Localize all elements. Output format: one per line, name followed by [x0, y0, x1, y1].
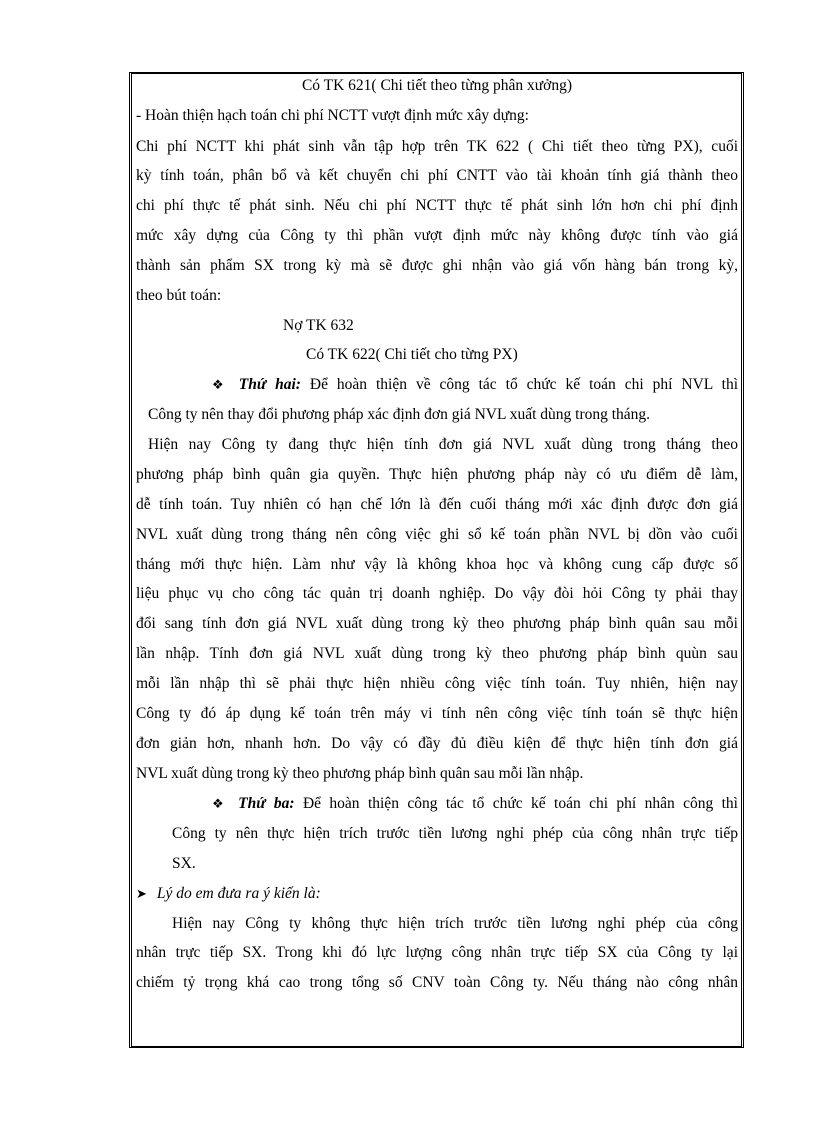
text-line: mỗi lần nhập thì sẽ phải thực hiện nhiều công việc tính toán. Tuy nhiên, hiện nay	[136, 675, 738, 692]
point-label: Thứ ba:	[238, 795, 295, 812]
text-line: lần nhập. Tính đơn giá NVL xuất dùng trong kỳ theo phương pháp bình quùn sau	[136, 645, 738, 662]
text-line: SX.	[172, 855, 196, 872]
text-line: Công ty nên thay đổi phương pháp xác định đơn giá NVL xuất dùng trong tháng.	[148, 406, 651, 423]
point-label: Thứ hai:	[238, 376, 301, 393]
point-two-heading	[212, 375, 738, 395]
text-line: chi phí thực tế phát sinh. Nếu chi phí NCTT thực tế phát sinh lớn hơn chi phí định	[136, 197, 738, 214]
text-line: Chi phí NCTT khi phát sinh vẫn tập hợp trên TK 622 ( Chi tiết theo từng PX), cuối	[136, 138, 738, 155]
text-line: NVL xuất dùng trong kỳ theo phương pháp bình quân sau mỗi lần nhập.	[136, 765, 584, 782]
text-line: Có TK 621( Chi tiết theo từng phân xưởng)	[301, 77, 573, 94]
arrow-bullet-icon: ➤	[136, 886, 147, 901]
text-line: NVL xuất dùng trong tháng nên công việc ghi sổ kế toán phần NVL bị dồn vào cuối	[136, 526, 738, 543]
journal-entry-debit: Nợ TK 632	[283, 317, 354, 334]
text-line: Công ty nên thực hiện trích trước tiền lương nghỉ phép của công nhân trực tiếp	[172, 825, 738, 842]
text-line: theo bút toán:	[136, 287, 222, 304]
diamond-bullet-icon: ❖	[212, 796, 229, 811]
text-line: chiếm tỷ trọng khá cao trong tổng số CNV toàn Công ty. Nếu tháng nào công nhân	[136, 974, 738, 991]
journal-entry-credit: Có TK 622( Chi tiết cho từng PX)	[306, 346, 518, 363]
point-text: Để hoàn thiện về công tác tổ chức kế toán chi phí NVL thì	[300, 376, 738, 393]
text-line: tháng mới thực hiện. Làm như vậy là không khoa học và không cung cấp được số	[136, 556, 738, 573]
text-line: đơn giản hơn, nhanh hơn. Do vậy có đầy đủ điều kiện để thực hiện tính đơn giá	[136, 735, 738, 752]
reason-heading	[136, 884, 738, 904]
text-line: Công ty đó áp dụng kế toán trên máy vi tính nên công việc tính toán sẽ thực hiện	[136, 705, 738, 722]
text-line: đổi sang tính đơn giá NVL xuất dùng trong kỳ theo phương pháp bình quân sau mỗi	[136, 615, 738, 632]
text-line: nhân trực tiếp SX. Trong khi đó lực lượng công nhân trực tiếp SX của Công ty lại	[136, 944, 738, 961]
text-line: liệu phục vụ cho công tác quản trị doanh nghiệp. Do vậy đòi hỏi Công ty phải thay	[136, 585, 738, 602]
section-heading: - Hoàn thiện hạch toán chi phí NCTT vượt định mức xây dựng:	[136, 107, 529, 124]
diamond-bullet-icon: ❖	[212, 377, 229, 392]
point-three-heading	[212, 794, 738, 814]
text-line: mức xây dựng của Công ty thì phần vượt định mức này không được tính vào giá	[136, 227, 738, 244]
text-line: Hiện nay Công ty đang thực hiện tính đơn giá NVL xuất dùng trong tháng theo	[148, 436, 738, 453]
text-line: phương pháp bình quân gia quyền. Thực hiện phương pháp này có ưu điểm dễ làm,	[136, 466, 738, 483]
reason-label: Lý do em đưa ra ý kiến là:	[156, 885, 321, 902]
point-text: Để hoàn thiện công tác tổ chức kế toán chi phí nhân công thì	[294, 795, 738, 812]
text-line: dễ tính toán. Tuy nhiên có hạn chế lớn là đến cuối tháng mới xác định được đơn giá	[136, 496, 738, 513]
text-line: thành sản phẩm SX trong kỳ mà sẽ được ghi nhận vào giá vốn hàng bán trong kỳ,	[136, 257, 738, 274]
text-line: kỳ tính toán, phân bổ và kết chuyển chi phí CNTT vào tài khoản tính giá thành theo	[136, 167, 738, 184]
text-line: Hiện nay Công ty không thực hiện trích trước tiền lương nghỉ phép của công	[172, 915, 738, 932]
